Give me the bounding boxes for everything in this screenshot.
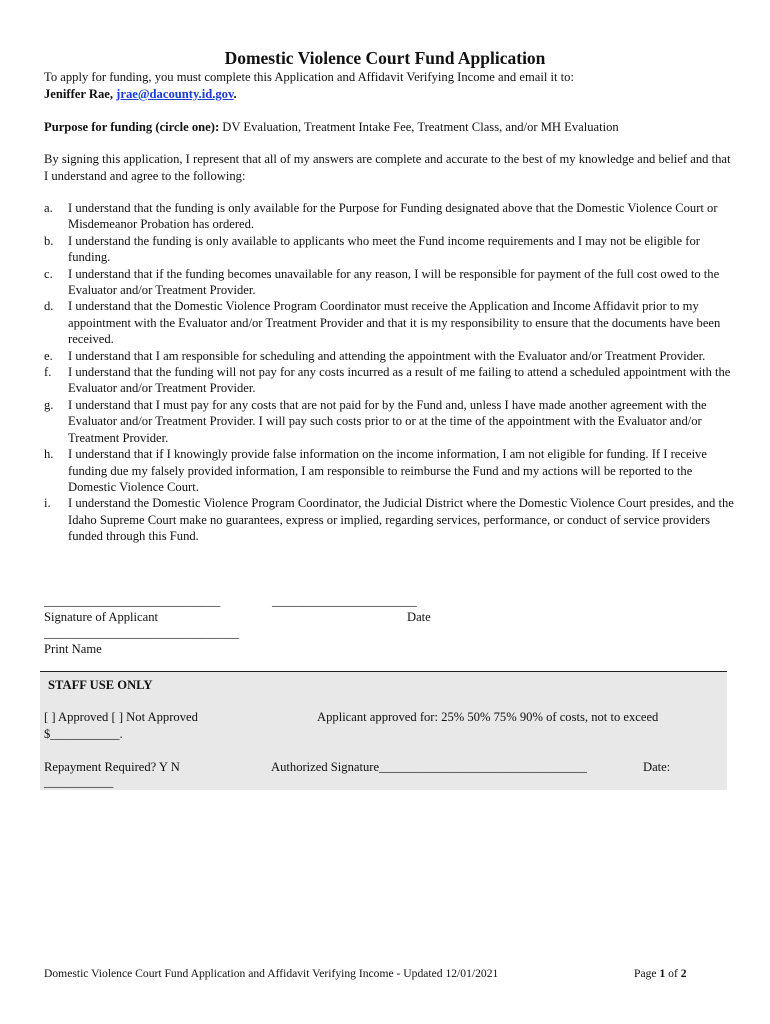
item-text: I understand that the funding will not pay for any costs incurred as a result of me failing to attend a scheduled appointment with the Evaluator and/or Treatment Provider. (68, 365, 731, 396)
intro-text: To apply for funding, you must complete this Application and Affidavit Verifying Income and email it to: (44, 70, 574, 84)
signing-statement: By signing this application, I represent that all of my answers are complete and accurate to the best of my knowledge and belief and that I understand and agree to the following: (44, 152, 731, 183)
date-field[interactable]: _______________________ (272, 594, 417, 608)
item-text: I understand the Domestic Violence Program Coordinator, the Judicial District where the Domestic Violence Court presides, and the Idaho Supreme Court make no guarantees, express or implied, regarding services, performance, or conduct of service providers funded through this Fund. (68, 496, 734, 544)
item-letter: f. (44, 365, 52, 380)
intro-paragraph (44, 69, 734, 102)
item-text: I understand that the Domestic Violence Program Coordinator must receive the Application and Income Affidavit prior to my appointment with the Evaluator and/or Treatment Provider and that it is my responsibility to ensure that the documents have been received. (68, 299, 721, 347)
document-title: Domestic Violence Court Fund Application (224, 48, 546, 68)
list-item (44, 446, 734, 495)
purpose-line (44, 119, 734, 136)
purpose-label: Purpose for funding (circle one): (44, 120, 220, 134)
list-item (44, 266, 734, 299)
list-item (44, 348, 734, 364)
authorized-signature-field[interactable]: Authorized Signature_________________________________ (271, 760, 587, 774)
signature-field[interactable]: ____________________________ (44, 594, 221, 608)
approved-percentage[interactable]: Applicant approved for: 25% 50% 75% 90% of costs, not to exceed (317, 710, 659, 724)
item-letter: c. (44, 266, 53, 281)
staff-date-label: Date: (643, 760, 671, 774)
contact-email-link[interactable]: jrae@dacounty.id.gov (116, 86, 234, 101)
page-current: 1 (659, 967, 666, 980)
signature-label: Signature of Applicant (44, 610, 159, 624)
contact-name: Jeniffer Rae, (44, 86, 114, 101)
of-word: of (668, 967, 678, 980)
staff-date-field[interactable]: ___________ (44, 775, 114, 789)
item-letter: a. (44, 201, 53, 215)
item-text: I understand the funding is only available to applicants who meet the Fund income requirements and I may not be eligible for funding. (68, 233, 700, 265)
footer-text: Domestic Violence Court Fund Application and Affidavit Verifying Income - Updated 12/01/2021 (44, 967, 499, 980)
print-name-field[interactable]: _______________________________ (44, 626, 240, 640)
page-number (634, 967, 687, 980)
list-item (44, 233, 734, 266)
print-name-label: Print Name (44, 642, 102, 656)
list-item (44, 298, 734, 347)
item-letter: g. (44, 397, 54, 412)
purpose-options[interactable]: DV Evaluation, Treatment Intake Fee, Treatment Class, and/or MH Evaluation (222, 120, 619, 134)
item-text: I understand that I am responsible for scheduling and attending the appointment with the Evaluator and/or Treatment Provider. (68, 348, 706, 363)
contact-period: . (233, 86, 237, 101)
page-word: Page (634, 967, 657, 980)
item-letter: e. (44, 348, 53, 363)
list-item (44, 495, 734, 544)
item-letter: b. (44, 233, 54, 248)
item-letter: h. (44, 447, 54, 462)
item-text: I understand that the funding is only available for the Purpose for Funding designated above that the Domestic Violence Court or Misdemeanor Probation has ordered. (68, 201, 718, 232)
list-item (44, 364, 734, 397)
list-item (44, 200, 734, 233)
terms-list (44, 200, 734, 545)
item-text: I understand that if the funding becomes unavailable for any reason, I will be responsible for payment of the full cost owed to the Evaluator and/or Treatment Provider. (68, 266, 720, 298)
staff-use-section (40, 671, 727, 790)
repayment-required[interactable]: Repayment Required? Y N (44, 760, 180, 774)
date-label: Date (407, 610, 431, 624)
item-letter: d. (44, 299, 54, 314)
page-total: 2 (680, 967, 687, 980)
approved-amount-field[interactable]: $___________. (44, 727, 123, 741)
item-text: I understand that if I knowingly provide false information on the income information, I am not eligible for funding. If I receive funding due my falsely provided information, I am responsible to reimburse the Fund and my actions will be reported to the Domestic Violence Court. (68, 447, 707, 494)
approval-checkboxes[interactable]: [ ] Approved [ ] Not Approved (44, 710, 198, 724)
staff-heading: STAFF USE ONLY (48, 678, 153, 692)
item-letter: i. (44, 496, 51, 511)
list-item (44, 397, 734, 446)
item-text: I understand that I must pay for any costs that are not paid for by the Fund and, unless I have made another agreement with the Evaluator and/or Treatment Provider. I will pay such costs prior to or at the time of the appointment with the Evaluator and/or Treatment Provider. (68, 397, 707, 445)
